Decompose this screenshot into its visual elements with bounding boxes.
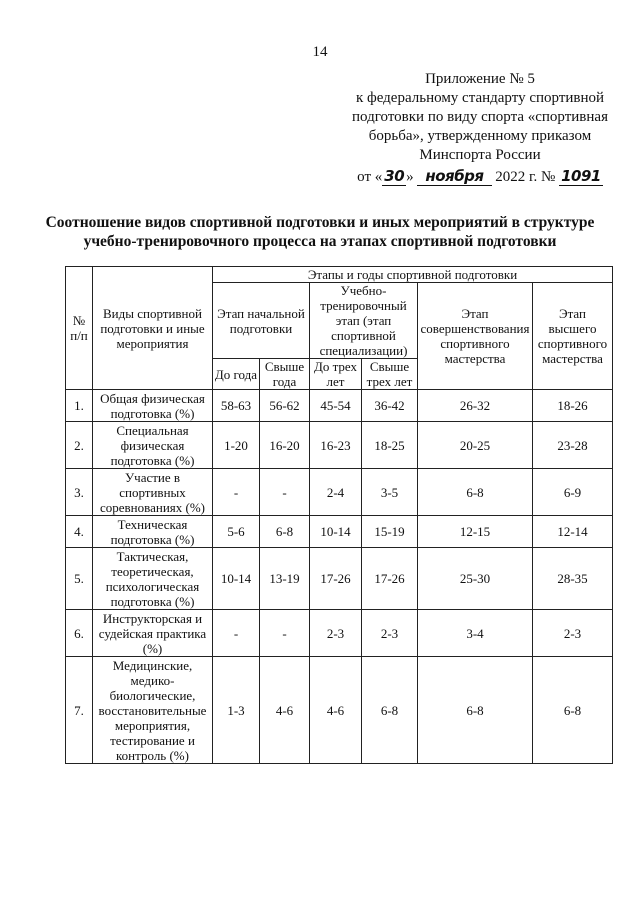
row-number: 4. <box>66 516 93 548</box>
cell-value: 6-8 <box>418 469 533 516</box>
cell-value: 15-19 <box>362 516 418 548</box>
row-name: Медицинские, медико-биологические, восстановительные мероприятия, тестирование и контроль (%) <box>93 657 213 764</box>
row-number: 7. <box>66 657 93 764</box>
appendix-line: Приложение № 5 <box>425 71 535 87</box>
order-date-line <box>340 167 620 187</box>
table-row <box>66 657 613 764</box>
header-number: № п/п <box>66 267 93 390</box>
table-row <box>66 469 613 516</box>
cell-value: 20-25 <box>418 422 533 469</box>
cell-value: 2-3 <box>533 610 613 657</box>
header-kinds: Виды спортивной подготовки и иные мероприятия <box>93 267 213 390</box>
table-row <box>66 516 613 548</box>
cell-value: 6-8 <box>533 657 613 764</box>
appendix-line: к федеральному стандарту спортивной <box>355 90 605 106</box>
row-number: 1. <box>66 390 93 422</box>
appendix-line: Минспорта России <box>419 147 541 163</box>
cell-value: 17-26 <box>362 548 418 610</box>
header-over-three-years: Свыше трех лет <box>362 359 418 390</box>
year-text: 2022 г. № <box>491 169 560 185</box>
cell-value: - <box>213 469 260 516</box>
header-stages: Этапы и годы спортивной подготовки <box>213 267 613 283</box>
cell-value: 6-9 <box>533 469 613 516</box>
header-over-year: Свыше года <box>260 359 310 390</box>
row-number: 6. <box>66 610 93 657</box>
table-row <box>66 390 613 422</box>
cell-value: - <box>260 610 310 657</box>
cell-value: 23-28 <box>533 422 613 469</box>
cell-value: 1-3 <box>213 657 260 764</box>
header-improvement-stage: Этап совершенствования спортивного мастерства <box>418 283 533 390</box>
header-initial-stage: Этап начальной подготовки <box>213 283 310 359</box>
cell-value: 3-5 <box>362 469 418 516</box>
appendix-header <box>340 70 620 187</box>
appendix-line: борьба», утвержденному приказом <box>368 128 592 144</box>
cell-value: 13-19 <box>260 548 310 610</box>
cell-value: 2-3 <box>310 610 362 657</box>
row-name: Тактическая, теоретическая, психологическая подготовка (%) <box>93 548 213 610</box>
cell-value: 12-14 <box>533 516 613 548</box>
table-row <box>66 548 613 610</box>
cell-value: - <box>260 469 310 516</box>
cell-value: 26-32 <box>418 390 533 422</box>
cell-value: 2-4 <box>310 469 362 516</box>
row-name: Техническая подготовка (%) <box>93 516 213 548</box>
cell-value: 16-23 <box>310 422 362 469</box>
cell-value: 16-20 <box>260 422 310 469</box>
date-mid: » <box>406 169 418 185</box>
handwritten-day: 30 <box>384 167 405 185</box>
document-title <box>20 213 620 251</box>
cell-value: 3-4 <box>418 610 533 657</box>
cell-value: 1-20 <box>213 422 260 469</box>
header-up-to-three-years: До трех лет <box>310 359 362 390</box>
cell-value: 5-6 <box>213 516 260 548</box>
title-line: учебно-тренировочного процесса на этапах спортивной подготовки <box>83 233 557 250</box>
cell-value: 4-6 <box>260 657 310 764</box>
cell-value: 18-25 <box>362 422 418 469</box>
ratio-table <box>65 266 613 764</box>
title-line: Соотношение видов спортивной подготовки и иных мероприятий в структуре <box>45 214 595 231</box>
cell-value: 18-26 <box>533 390 613 422</box>
cell-value: 17-26 <box>310 548 362 610</box>
cell-value: 25-30 <box>418 548 533 610</box>
handwritten-month: ноября <box>417 167 491 186</box>
cell-value: 12-15 <box>418 516 533 548</box>
row-number: 2. <box>66 422 93 469</box>
row-number: 5. <box>66 548 93 610</box>
table-row <box>66 610 613 657</box>
row-name: Специальная физическая подготовка (%) <box>93 422 213 469</box>
appendix-line: подготовки по виду спорта «спортивная <box>352 109 608 125</box>
cell-value: 6-8 <box>418 657 533 764</box>
cell-value: 56-62 <box>260 390 310 422</box>
page-number: 14 <box>312 44 328 60</box>
cell-value: 4-6 <box>310 657 362 764</box>
cell-value: 10-14 <box>213 548 260 610</box>
cell-value: 45-54 <box>310 390 362 422</box>
row-name: Общая физическая подготовка (%) <box>93 390 213 422</box>
cell-value: 28-35 <box>533 548 613 610</box>
handwritten-order-number: 1091 <box>561 167 601 185</box>
header-up-to-year: До года <box>213 359 260 390</box>
cell-value: - <box>213 610 260 657</box>
row-name: Инструкторская и судейская практика (%) <box>93 610 213 657</box>
row-number: 3. <box>66 469 93 516</box>
cell-value: 6-8 <box>362 657 418 764</box>
header-training-stage: Учебно-тренировочный этап (этап спортивной специализации) <box>310 283 418 359</box>
cell-value: 58-63 <box>213 390 260 422</box>
cell-value: 36-42 <box>362 390 418 422</box>
date-prefix: от « <box>357 169 383 185</box>
cell-value: 2-3 <box>362 610 418 657</box>
header-highest-stage: Этап высшего спортивного мастерства <box>533 283 613 390</box>
cell-value: 6-8 <box>260 516 310 548</box>
cell-value: 10-14 <box>310 516 362 548</box>
row-name: Участие в спортивных соревнованиях (%) <box>93 469 213 516</box>
ratio-table-wrapper <box>65 266 613 764</box>
table-row <box>66 422 613 469</box>
